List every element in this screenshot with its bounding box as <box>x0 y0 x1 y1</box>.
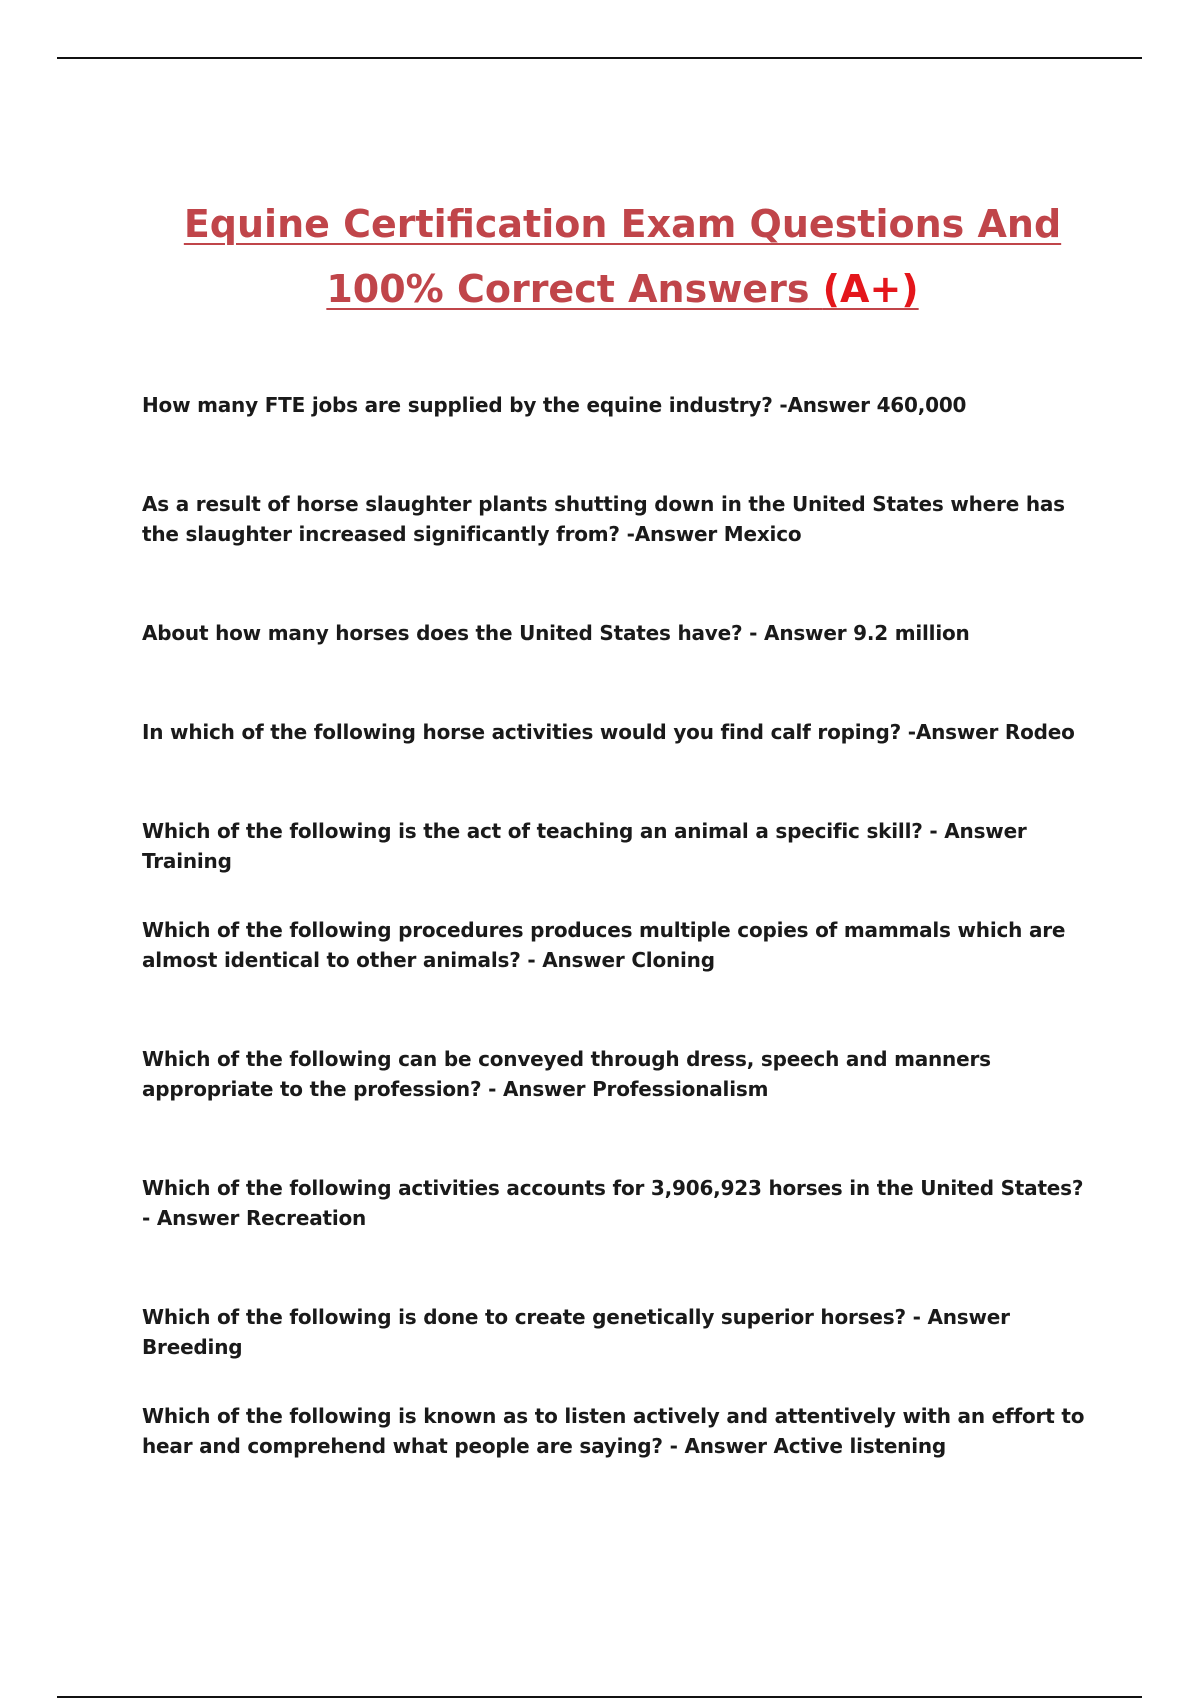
qa-item-9: Which of the following is done to create genetically superior horses? - Answer Breeding <box>142 1305 1010 1359</box>
top-rule <box>57 57 1142 59</box>
question-answer-list <box>142 390 1092 1530</box>
qa-item-6: Which of the following procedures produces multiple copies of mammals which are almost identical to other animals? - Answer Cloning <box>142 918 1066 972</box>
title-line-2 <box>326 257 918 322</box>
qa-item-5: Which of the following is the act of teaching an animal a specific skill? - Answer Training <box>142 819 1027 873</box>
qa-item-4: In which of the following horse activities would you find calf roping? -Answer Rodeo <box>142 720 1075 744</box>
bottom-rule <box>57 1696 1142 1698</box>
title-line-2-text: 100% Correct Answers <box>326 267 810 311</box>
qa-item-8: Which of the following activities accounts for 3,906,923 horses in the United States? - Answer Recreation <box>142 1176 1084 1230</box>
title-line-1: Equine Certification Exam Questions And <box>183 202 1062 246</box>
qa-item-1: How many FTE jobs are supplied by the equine industry? -Answer 460,000 <box>142 393 967 417</box>
document-title <box>100 192 1145 322</box>
qa-item-3: About how many horses does the United States have? - Answer 9.2 million <box>142 621 970 645</box>
title-grade: (A+) <box>822 267 919 311</box>
qa-item-2: As a result of horse slaughter plants shutting down in the United States where has the slaughter increased significantly from? -Answer Mexico <box>142 492 1065 546</box>
qa-item-10: Which of the following is known as to listen actively and attentively with an effort to hear and comprehend what people are saying? - Answer Active listening <box>142 1404 1085 1458</box>
qa-item-7: Which of the following can be conveyed through dress, speech and manners appropriate to the profession? - Answer Professionalism <box>142 1047 991 1101</box>
